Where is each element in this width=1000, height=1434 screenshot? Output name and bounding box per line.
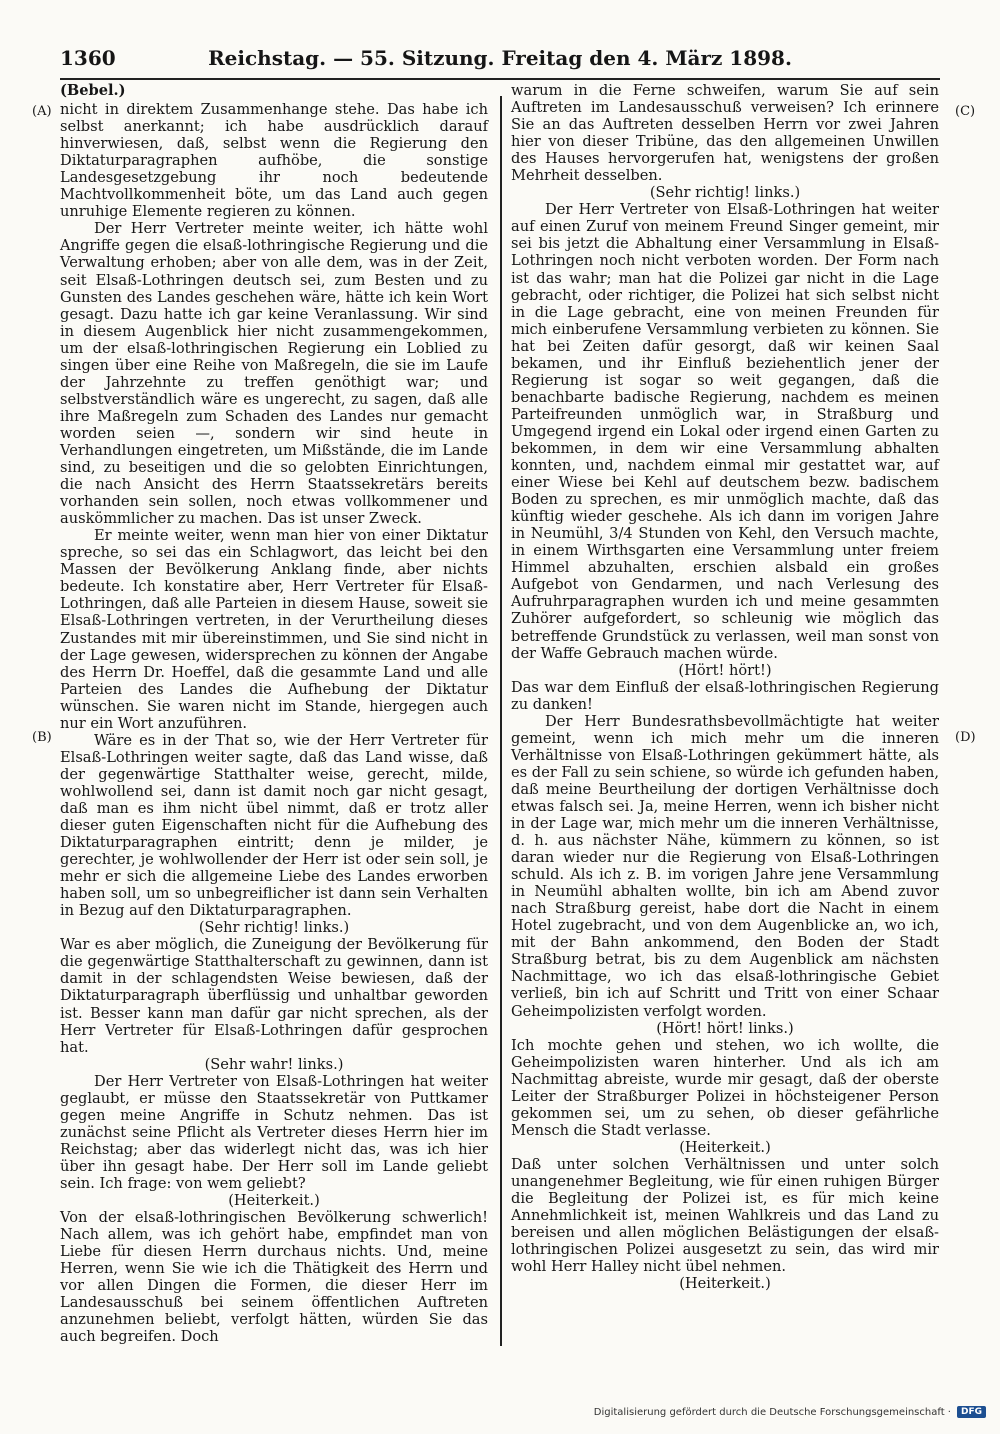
dfg-logo-icon: DFG bbox=[957, 1406, 986, 1418]
paragraph: nicht in direktem Zusammenhange stehe. Das habe ich selbst anerkannt; ich habe ausdrücklich darauf hinverwiesen, daß, selbst wenn die Regierung den Diktaturparagraphen aufhöbe, die sonstige Landesgesetzgebung ihr noch bedeutende Machtvollkommenheit böte, um das Land auch gegen unruhige Elemente regieren zu können. bbox=[60, 101, 488, 221]
paragraph: War es aber möglich, die Zuneigung der Bevölkerung für die gegenwärtige Statthalterschaft zu gewinnen, dann ist damit in der schlagendsten Weise bewiesen, daß der Diktaturparagraph überflüssig und unhaltbar geworden ist. Besser kann man dafür gar nicht sprechen, als der Herr Vertreter für Elsaß-Lothringen dafür gesprochen hat. bbox=[60, 936, 488, 1056]
header-rule bbox=[60, 78, 940, 80]
margin-marker-d: (D) bbox=[955, 730, 976, 745]
paragraph: Wäre es in der That so, wie der Herr Vertreter für Elsaß-Lothringen weiter sagte, daß das Land wisse, daß der gegenwärtige Statthalter weise, gerecht, milde, wohlwollend sei, dann ist damit noch gar nicht gesagt, daß man es ihm nicht übel nimmt, daß er trotz aller dieser guten Eigenschaften nicht für die Aufhebung des Diktaturparagraphen eintritt; denn je milder, je gerechter, je wohlwollender der Herr ist oder sein soll, je mehr er sich die allgemeine Liebe des Landes erworben haben soll, um so unbegreiflicher ist dann sein Verhalten in Bezug auf den Diktaturparagraphen. bbox=[60, 731, 488, 920]
page-header bbox=[60, 46, 940, 76]
interjection: (Heiterkeit.) bbox=[228, 1192, 320, 1210]
paragraph: Der Herr Vertreter von Elsaß-Lothringen hat weiter auf einen Zuruf von meinem Freund Singer gemeint, mir sei bis jetzt die Abhaltung einer Versammlung in Elsaß-Lothringen noch nicht verboten worden. Der Form nach ist das wahr; man hat die Polizei gar nicht in die Lage gebracht, oder richtiger, die Polizei hat sich selbst nicht in die Lage gebracht, eine von meinen Freunden für mich einberufene Versammlung verbieten zu können. Sie hat bei Zeiten dafür gesorgt, daß wir keinen Saal bekamen, und ihr Einfluß beziehentlich jener der Regierung ist sogar so weit gegangen, daß die benachbarte badische Regierung, nachdem es meinen Parteifreunden unmöglich war, in Straßburg und Umgegend irgend ein Lokal oder irgend einen Garten zu bekommen, in dem wir eine Versammlung abhalten konnten, und, nachdem einmal mir gestattet war, auf einer Wiese bei Kehl auf deutschem bezw. badischem Boden zu sprechen, es mir unmöglich machte, daß das künftig wieder geschehe. Als ich dann im vorigen Jahre in Neumühl, 3/4 Stunden von Kehl, den Versuch machte, in einem Wirthsgarten eine Versammlung unter freiem Himmel abzuhalten, erschien alsbald ein großes Aufgebot von Gendarmen, und nach Verlesung des Aufruhrparagraphen wurden ich und meine gesammten Zuhörer aufgefordert, so schleunig wie möglich das betreffende Grundstück zu verlassen, weil man sonst von der Waffe Gebrauch machen würde. bbox=[511, 201, 939, 662]
paragraph: Daß unter solchen Verhältnissen und unter solch unangenehmer Begleitung, wie für einen ruhigen Bürger die Begleitung der Polizei ist, es für mich keine Annehmlichkeit ist, meinen Wahlkreis und das Land zu bereisen und allen möglichen Belästigungen der elsaß-lothringischen Polizei ausgesetzt zu sein, das wird mir wohl Herr Halley nicht übel nehmen. bbox=[511, 1155, 939, 1276]
paragraph: Von der elsaß-lothringischen Bevölkerung schwerlich! Nach allem, was ich gehört habe, empfindet man von Liebe für diesen Herrn durchaus nichts. Und, meine Herren, wenn Sie wie ich die Thätigkeit des Herrn und vor allen Dingen die Formen, die dieser Herr im Landesausschuß bei seinem öffentlichen Auftreten anzunehmen beliebt, verfolgt hätten, würden Sie das auch begreifen. Doch bbox=[60, 1209, 488, 1346]
column-divider bbox=[500, 96, 502, 1346]
paragraph: warum in die Ferne schweifen, warum Sie auf sein Auftreten im Landesausschuß verweisen? Ich erinnere Sie an das Auftreten desselben Herrn vor zwei Jahren hier von dieser Tribüne, das den allgemeinen Unwillen des Hauses hervorgerufen hat, wenigstens der großen Mehrheit desselben. bbox=[511, 82, 939, 185]
paragraph: Das war dem Einfluß der elsaß-lothringischen Regierung zu danken! bbox=[511, 678, 939, 713]
margin-marker-a: (A) bbox=[32, 104, 52, 119]
running-title: Reichstag. — 55. Sitzung. Freitag den 4. März 1898. bbox=[208, 46, 792, 70]
paragraph: Ich mochte gehen und stehen, wo ich wollte, die Geheimpolizisten waren hinterher. Und als ich am Nachmittag abreiste, wurde mir gesagt, daß der oberste Leiter der Straßburger Polizei in höchsteigener Person gekommen sei, um zu sehen, ob dieser gefährliche Mensch die Stadt verlasse. bbox=[511, 1036, 939, 1139]
paragraph: Der Herr Bundesrathsbevollmächtigte hat weiter gemeint, wenn ich mich mehr um die inneren Verhältnisse von Elsaß-Lothringen gekümmert hätte, als es der Fall zu sein schiene, so würde ich gefunden haben, daß meine Beurtheilung der dortigen Verhältnisse doch etwas falsch sei. Ja, meine Herren, wenn ich bisher nicht in der Lage war, mich mehr um die inneren Verhältnisse, d. h. aus nächster Nähe, kümmern zu können, so ist daran wieder nur die Regierung von Elsaß-Lothringen schuld. Als ich z. B. im vorigen Jahre jene Versammlung in Neumühl abhalten wollte, bin ich am Abend zuvor nach Straßburg gereist, habe dort die Nacht in einem Hotel zugebracht, und von dem Augenblicke an, wo ich, mit der Bahn ankommend, den Boden der Stadt Straßburg betrat, bis zu dem Augenblick am nächsten Nachmittage, wo ich das elsaß-lothringische Gebiet verließ, bin ich auf Schritt und Tritt von einer Schaar Geheimpolizisten verfolgt worden. bbox=[511, 712, 939, 1020]
interjection: (Heiterkeit.) bbox=[679, 1275, 771, 1293]
paragraph: Der Herr Vertreter meinte weiter, ich hätte wohl Angriffe gegen die elsaß-lothringische Regierung und die Verwaltung erhoben; aber von alle dem, was in der Zeit, seit Elsaß-Lothringen deutsch sei, zum Besten und zu Gunsten des Landes geschehen wäre, hätte ich kein Wort gesagt. Dazu hatte ich gar keine Veranlassung. Wir sind in diesem Augenblick hier nicht zusammengekommen, um der elsaß-lothringischen Regierung ein Loblied zu singen über eine Reihe von Maßregeln, die sie im Laufe der Jahrzehnte zu treffen genöthigt war; und selbstverständlich wäre es ungerecht, zu sagen, daß alle ihre Maßregeln zum Schaden des Landes nur gemacht worden seien —, sondern wir sind heute in Verhandlungen eingetreten, um Mißstände, die im Lande sind, zu beseitigen und die so gelobten Einrichtungen, die nach Ansicht des Herrn Staatssekretärs bereits vorhanden sein sollen, noch etwas vollkommener und auskömmlicher zu machen. Das ist unser Zweck. bbox=[60, 220, 488, 528]
interjection: (Hört! hört! links.) bbox=[656, 1019, 794, 1037]
interjection: (Sehr richtig! links.) bbox=[198, 919, 350, 937]
digitization-footer bbox=[594, 1406, 986, 1418]
speaker-name: (Bebel.) bbox=[60, 82, 126, 99]
page-number: 1360 bbox=[60, 46, 116, 70]
footer-text: Digitalisierung gefördert durch die Deutsche Forschungsgemeinschaft · bbox=[593, 1406, 951, 1418]
interjection: (Sehr richtig! links.) bbox=[649, 184, 801, 202]
right-column bbox=[511, 82, 939, 1292]
margin-marker-b: (B) bbox=[32, 730, 52, 745]
left-column bbox=[60, 82, 488, 1345]
margin-marker-c: (C) bbox=[955, 104, 976, 119]
interjection: (Hört! hört!) bbox=[678, 661, 772, 679]
interjection: (Heiterkeit.) bbox=[679, 1138, 771, 1156]
paragraph: Der Herr Vertreter von Elsaß-Lothringen hat weiter geglaubt, er müsse den Staatssekretär von Puttkamer gegen meine Angriffe in Schutz nehmen. Das ist zunächst seine Pflicht als Vertreter dieses Herrn hier im Reichstag; aber das widerlegt nicht das, was ich hier über ihn gesagt habe. Der Herr soll im Lande geliebt sein. Ich frage: von wem geliebt? bbox=[60, 1072, 488, 1192]
paragraph: Er meinte weiter, wenn man hier von einer Diktatur spreche, so sei das ein Schlagwort, das leicht bei den Massen der Bevölkerung Anklang finde, aber nichts bedeute. Ich konstatire aber, Herr Vertreter für Elsaß-Lothringen, daß alle Parteien in diesem Hause, soweit sie Elsaß-Lothringen vertreten, in der Verurtheilung dieses Zustandes mit mir übereinstimmen, und Sie sind nicht in der Lage gewesen, widersprechen zu können der Angabe des Herrn Dr. Hoeffel, daß die gesammte Land und alle Parteien des Landes die Aufhebung der Diktatur wünschen. Sie waren nicht im Stande, hiergegen auch nur ein Wort anzuführen. bbox=[60, 527, 488, 732]
interjection: (Sehr wahr! links.) bbox=[204, 1055, 344, 1073]
